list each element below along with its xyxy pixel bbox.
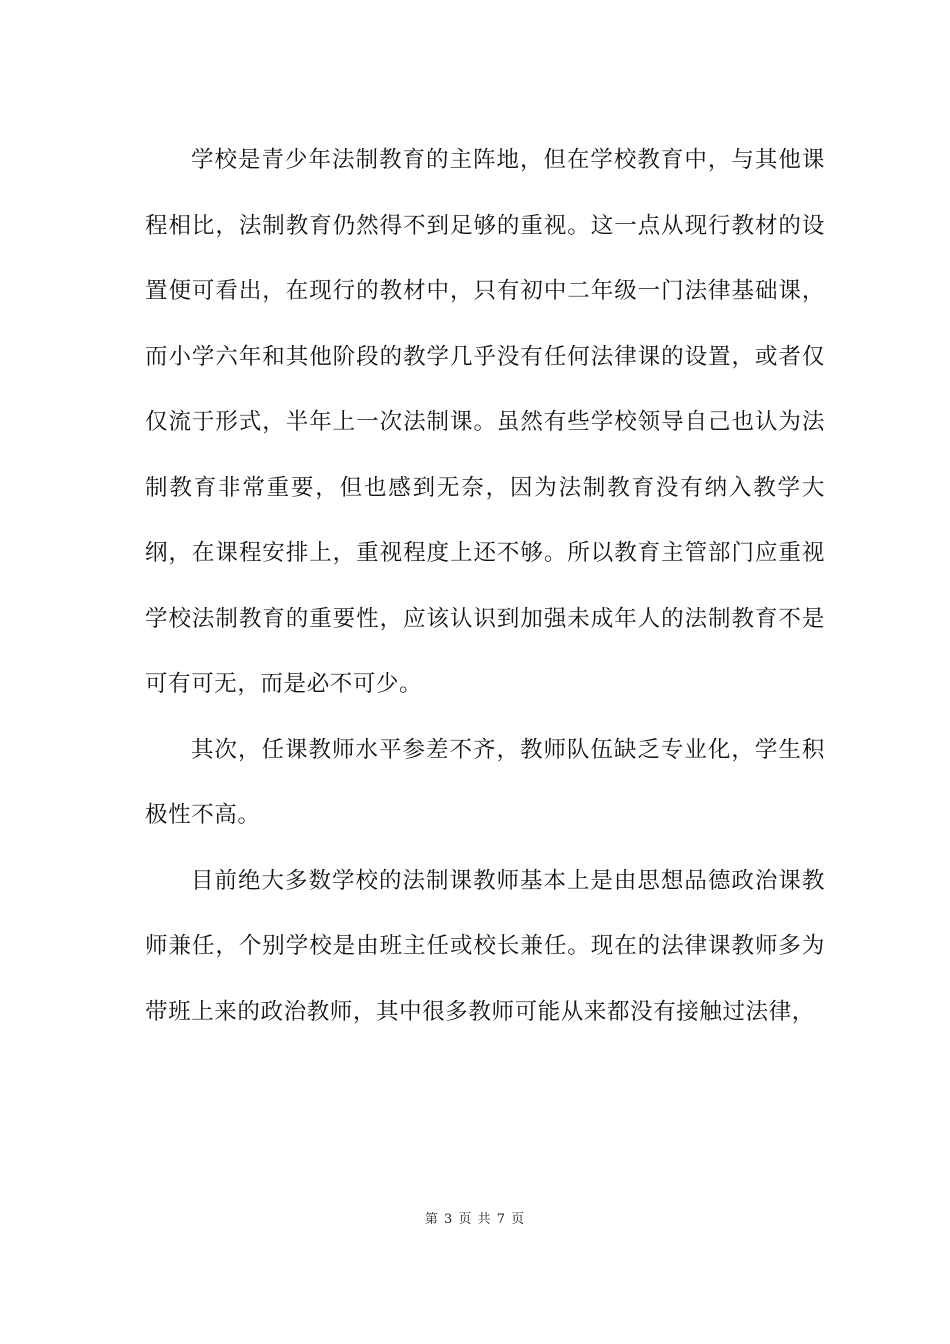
paragraph-3: 目前绝大多数学校的法制课教师基本上是由思想品德政治课教师兼任，个别学校是由班主任或校长兼任。现在的法律课教师多为带班上来的政治教师，其中很多教师可能从来都没有接触过法律， xyxy=(145,867,825,1025)
page-number-footer: 第 3 页 共 7 页 xyxy=(424,1212,526,1227)
body-text xyxy=(145,128,825,1045)
paragraph-1: 学校是青少年法制教育的主阵地，但在学校教育中，与其他课程相比，法制教育仍然得不到足够的重视。这一点从现行教材的设置便可看出，在现行的教材中，只有初中二年级一门法律基础课，而小学六年和其他阶段的教学几乎没有任何法律课的设置，或者仅仅流于形式，半年上一次法制课。虽然有些学校领导自己也认为法制教育非常重要，但也感到无奈，因为法制教育没有纳入教学大纲，在课程安排上，重视程度上还不够。所以教育主管部门应重视学校法制教育的重要性，应该认识到加强未成年人的法制教育不是可有可无，而是必不可少。 xyxy=(145,147,825,697)
paragraph-2: 其次，任课教师水平参差不齐，教师队伍缺乏专业化，学生积极性不高。 xyxy=(145,736,825,828)
